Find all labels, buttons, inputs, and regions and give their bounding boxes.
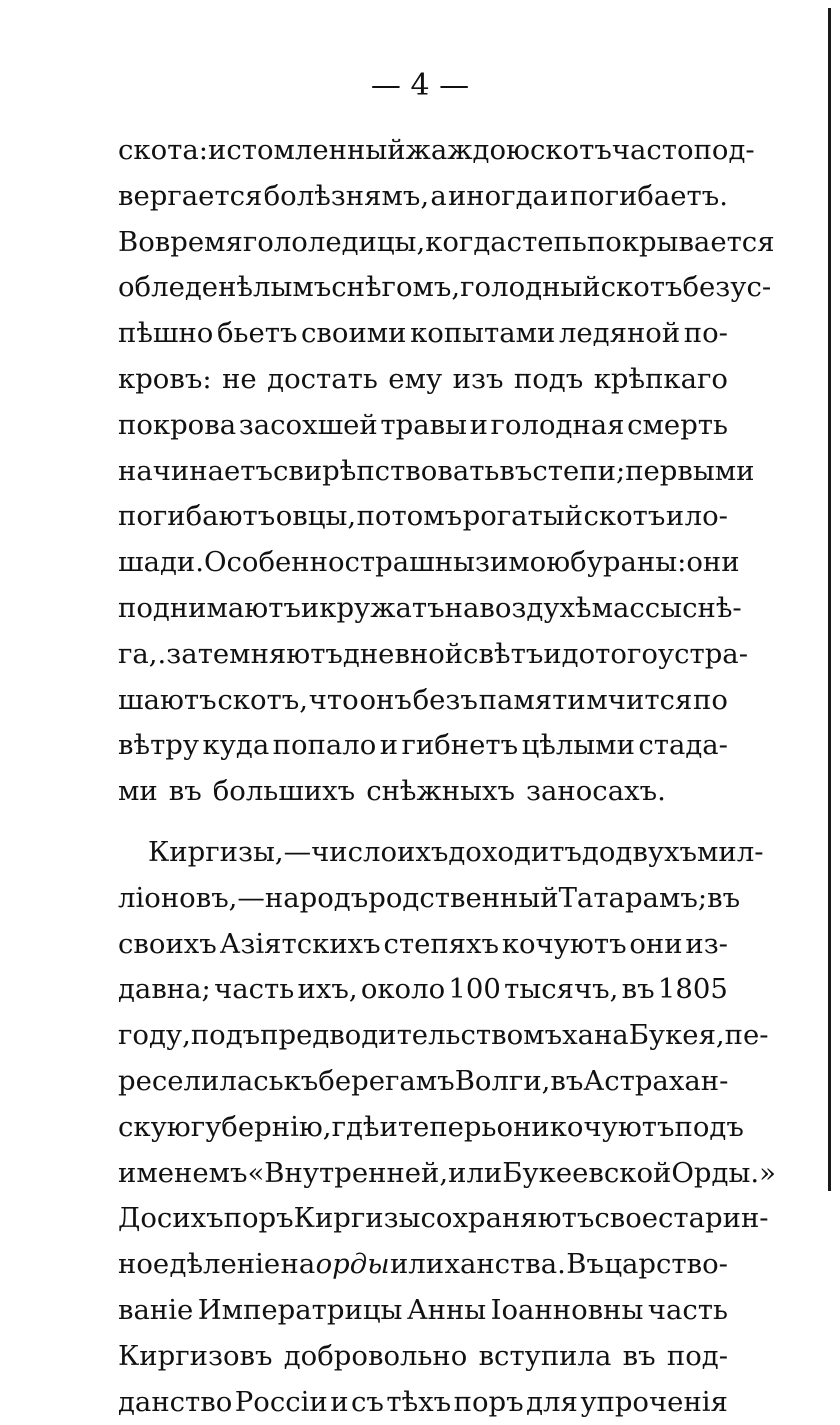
text-line xyxy=(118,265,772,311)
word: старин- xyxy=(658,1202,769,1235)
paragraph-gap xyxy=(118,815,728,830)
word: они xyxy=(496,1110,550,1143)
word: своихъ xyxy=(118,927,217,960)
word: рогатый xyxy=(462,500,583,533)
word: вергается xyxy=(118,179,263,212)
word: тысячъ, xyxy=(504,973,619,1006)
word: поръ xyxy=(223,1202,294,1235)
word: кровъ: xyxy=(118,362,212,395)
text-line xyxy=(118,1334,728,1380)
word: жаждою xyxy=(405,134,530,166)
word: свирѣпствовать xyxy=(272,454,500,487)
word: До xyxy=(118,1202,157,1235)
word: до xyxy=(561,637,596,670)
word: зимою xyxy=(474,546,571,579)
word: того xyxy=(595,637,658,670)
word: и xyxy=(469,408,488,441)
word: пѣшно xyxy=(118,317,214,350)
word: ваніе xyxy=(118,1293,194,1326)
word: покрова xyxy=(118,408,237,441)
word: скотъ xyxy=(600,271,683,304)
text-line xyxy=(118,403,728,449)
text-line xyxy=(118,1380,728,1425)
word: съ xyxy=(351,1385,384,1418)
word: Во xyxy=(118,225,155,258)
word: сохраняютъ xyxy=(420,1202,595,1235)
word: гололедицы, xyxy=(242,225,426,258)
word: ліоновъ,—народъ xyxy=(118,881,369,914)
word: дѣленіе xyxy=(169,1248,281,1281)
word: въ xyxy=(499,454,533,487)
text-line xyxy=(118,540,740,586)
word: изъ xyxy=(452,362,504,395)
word: добровольно xyxy=(283,1339,468,1372)
text-line xyxy=(118,1013,769,1059)
word: что xyxy=(308,683,359,716)
text-line xyxy=(118,1196,769,1242)
word: на xyxy=(444,591,480,624)
word: бураны: xyxy=(570,546,687,579)
word: реселилась xyxy=(118,1064,284,1097)
word: Россіи xyxy=(234,1385,328,1418)
word: часть xyxy=(214,973,295,1006)
word: степяхъ xyxy=(383,927,500,960)
word: скотъ xyxy=(583,500,666,533)
text-line xyxy=(118,830,764,876)
word: часто xyxy=(611,134,694,166)
word: скота: xyxy=(118,134,209,166)
word: воздухѣ xyxy=(479,591,592,624)
word: своими xyxy=(301,317,407,350)
word: кочуютъ xyxy=(501,927,627,960)
word: подъ xyxy=(513,362,584,395)
word: упроченія xyxy=(580,1385,728,1418)
word: хана xyxy=(562,1019,629,1052)
word: покрывается xyxy=(586,225,775,258)
page-number: — 4 — xyxy=(370,68,470,103)
word: из- xyxy=(685,927,728,960)
word: ледяной xyxy=(558,317,681,350)
word: безус- xyxy=(682,271,772,304)
word: Киргизы xyxy=(293,1202,421,1235)
word: иногда xyxy=(447,179,549,212)
text-line xyxy=(118,220,775,266)
word: году, xyxy=(118,1019,191,1052)
word: обледенѣлымъ xyxy=(118,271,332,304)
word: по- xyxy=(683,317,728,350)
word: доходитъ xyxy=(448,835,582,868)
word: подъ xyxy=(190,1019,261,1052)
word: мил- xyxy=(697,835,764,868)
word: дневной xyxy=(342,637,464,670)
word: снѣжныхъ xyxy=(366,775,516,808)
word: скотъ, xyxy=(217,683,308,716)
word: кружатъ xyxy=(319,591,445,624)
word: снѣгомъ, xyxy=(331,271,461,304)
word: потомъ xyxy=(356,500,463,533)
word: шади. xyxy=(118,546,204,579)
word: болѣзнямъ, xyxy=(263,179,430,212)
word: достать xyxy=(267,362,378,395)
word: массы xyxy=(591,591,683,624)
word: ихъ, xyxy=(297,973,358,1006)
word: кочуютъ xyxy=(549,1110,675,1143)
word: скотъ xyxy=(529,134,612,166)
word: степи; xyxy=(532,454,626,487)
word: Букея, xyxy=(628,1019,725,1052)
text-line xyxy=(118,967,728,1013)
word: вѣтру xyxy=(118,729,200,762)
text-line xyxy=(118,678,728,724)
word: именемъ xyxy=(118,1156,248,1189)
word: безъ xyxy=(412,683,478,716)
text-line xyxy=(118,174,728,220)
word: поръ xyxy=(453,1385,524,1418)
word: родственный xyxy=(368,881,559,914)
word: голодный xyxy=(460,271,601,304)
word: и xyxy=(300,591,320,624)
word: устра- xyxy=(657,637,748,670)
word: Татарамъ; xyxy=(558,881,708,914)
text-line xyxy=(118,1151,776,1197)
word: попало xyxy=(272,729,377,762)
text-line xyxy=(118,1105,744,1151)
word: Волги, xyxy=(454,1064,551,1097)
word: бьетъ xyxy=(216,317,298,350)
word: въ xyxy=(707,881,741,914)
word: истомленный xyxy=(208,134,406,166)
word: «Внутренней, xyxy=(247,1156,449,1189)
word: овцы, xyxy=(275,500,357,533)
word: и xyxy=(543,637,562,670)
word: ми xyxy=(118,775,158,808)
word: погибаетъ. xyxy=(569,179,728,212)
word: свое xyxy=(594,1202,659,1235)
word: подъ xyxy=(674,1110,744,1143)
word: на xyxy=(280,1248,316,1281)
word: ло- xyxy=(684,500,728,533)
word: 100 xyxy=(448,973,501,1006)
word: Анны xyxy=(406,1293,487,1326)
text-line xyxy=(118,586,742,632)
word: большихъ xyxy=(212,775,356,808)
word: Въ xyxy=(566,1248,604,1281)
word: ханства. xyxy=(444,1248,566,1281)
word: Орды.» xyxy=(671,1156,776,1189)
text-line xyxy=(118,876,741,922)
word: и xyxy=(665,500,685,533)
word: и xyxy=(379,1110,398,1143)
word: до xyxy=(581,835,616,868)
word: Букеевской xyxy=(502,1156,672,1189)
word: куда xyxy=(202,729,270,762)
word: голодная xyxy=(490,408,625,441)
text-line xyxy=(118,311,728,357)
text-line xyxy=(118,1059,728,1105)
word: 1805 xyxy=(657,973,728,1006)
word: двухъ xyxy=(615,835,698,868)
word: погибаютъ xyxy=(118,500,276,533)
word: они xyxy=(629,927,683,960)
word: не xyxy=(222,362,257,395)
word: Императрицы xyxy=(197,1293,403,1326)
word: когда xyxy=(425,225,507,258)
text-line xyxy=(118,357,728,403)
word: мчится xyxy=(586,683,693,716)
word: копытами xyxy=(410,317,556,350)
body-text xyxy=(118,128,776,1425)
word: около xyxy=(360,973,446,1006)
word: орды xyxy=(315,1248,390,1281)
word: начинаетъ xyxy=(118,454,273,487)
word: свѣтъ xyxy=(463,637,544,670)
word: а xyxy=(430,179,447,212)
word: ное xyxy=(118,1248,170,1281)
page-edge-line xyxy=(828,8,831,1191)
word: ихъ xyxy=(397,835,449,868)
text-line xyxy=(118,922,728,968)
word: царство- xyxy=(604,1248,728,1281)
text-line xyxy=(118,632,748,678)
word: смерть xyxy=(627,408,728,441)
word: къ xyxy=(283,1064,319,1097)
word: ему xyxy=(388,362,443,395)
word: Киргизы,—число xyxy=(148,835,398,868)
word: тѣхъ xyxy=(386,1385,452,1418)
word: Киргизовъ xyxy=(118,1339,273,1372)
word: Особенно xyxy=(203,546,345,579)
text-line xyxy=(118,128,755,174)
word: снѣ- xyxy=(682,591,742,624)
word: давна; xyxy=(118,973,211,1006)
word: под- xyxy=(693,134,755,166)
word: въ xyxy=(622,1339,656,1372)
word: га,. xyxy=(118,637,167,670)
word: въ xyxy=(621,973,655,1006)
word: сихъ xyxy=(156,1202,224,1235)
word: и xyxy=(550,179,569,212)
word: засохшей xyxy=(238,408,378,441)
word: и xyxy=(379,729,399,762)
word: гибнетъ xyxy=(401,729,519,762)
word: губернію, xyxy=(190,1110,332,1143)
word: заносахъ. xyxy=(526,775,666,808)
word: затемняютъ xyxy=(166,637,343,670)
word: въ xyxy=(550,1064,584,1097)
word: травы xyxy=(380,408,467,441)
text-line xyxy=(118,449,755,495)
word: Іоанновны xyxy=(490,1293,644,1326)
word: или xyxy=(389,1248,445,1281)
word: стада- xyxy=(638,729,728,762)
word: часть xyxy=(647,1293,728,1326)
word: они xyxy=(686,546,740,579)
word: первыми xyxy=(625,454,755,487)
word: время xyxy=(154,225,243,258)
word: теперь xyxy=(397,1110,497,1143)
word: или xyxy=(448,1156,503,1189)
word: под- xyxy=(666,1339,728,1372)
word: поднимаютъ xyxy=(118,591,301,624)
text-line xyxy=(118,494,728,540)
word: Астрахан- xyxy=(583,1064,729,1097)
word: скую xyxy=(118,1110,191,1143)
text-line xyxy=(118,769,728,815)
word: и xyxy=(330,1385,349,1418)
word: берегамъ xyxy=(318,1064,455,1097)
word: данство xyxy=(118,1385,233,1418)
word: цѣлыми xyxy=(521,729,635,762)
word: въ xyxy=(168,775,202,808)
word: шаютъ xyxy=(118,683,217,716)
text-line xyxy=(118,1242,728,1288)
word: онъ xyxy=(359,683,412,716)
word: крѣпкаго xyxy=(593,362,728,395)
word: для xyxy=(526,1385,578,1418)
word: гдѣ xyxy=(331,1110,380,1143)
text-line xyxy=(118,1288,728,1334)
word: предводительствомъ xyxy=(260,1019,563,1052)
word: вступила xyxy=(478,1339,612,1372)
word: памяти xyxy=(478,683,586,716)
word: степь xyxy=(506,225,587,258)
word: Азіятскихъ xyxy=(219,927,381,960)
word: страшны xyxy=(344,546,475,579)
word: по xyxy=(693,683,728,716)
word: пе- xyxy=(724,1019,769,1052)
text-line xyxy=(118,723,728,769)
